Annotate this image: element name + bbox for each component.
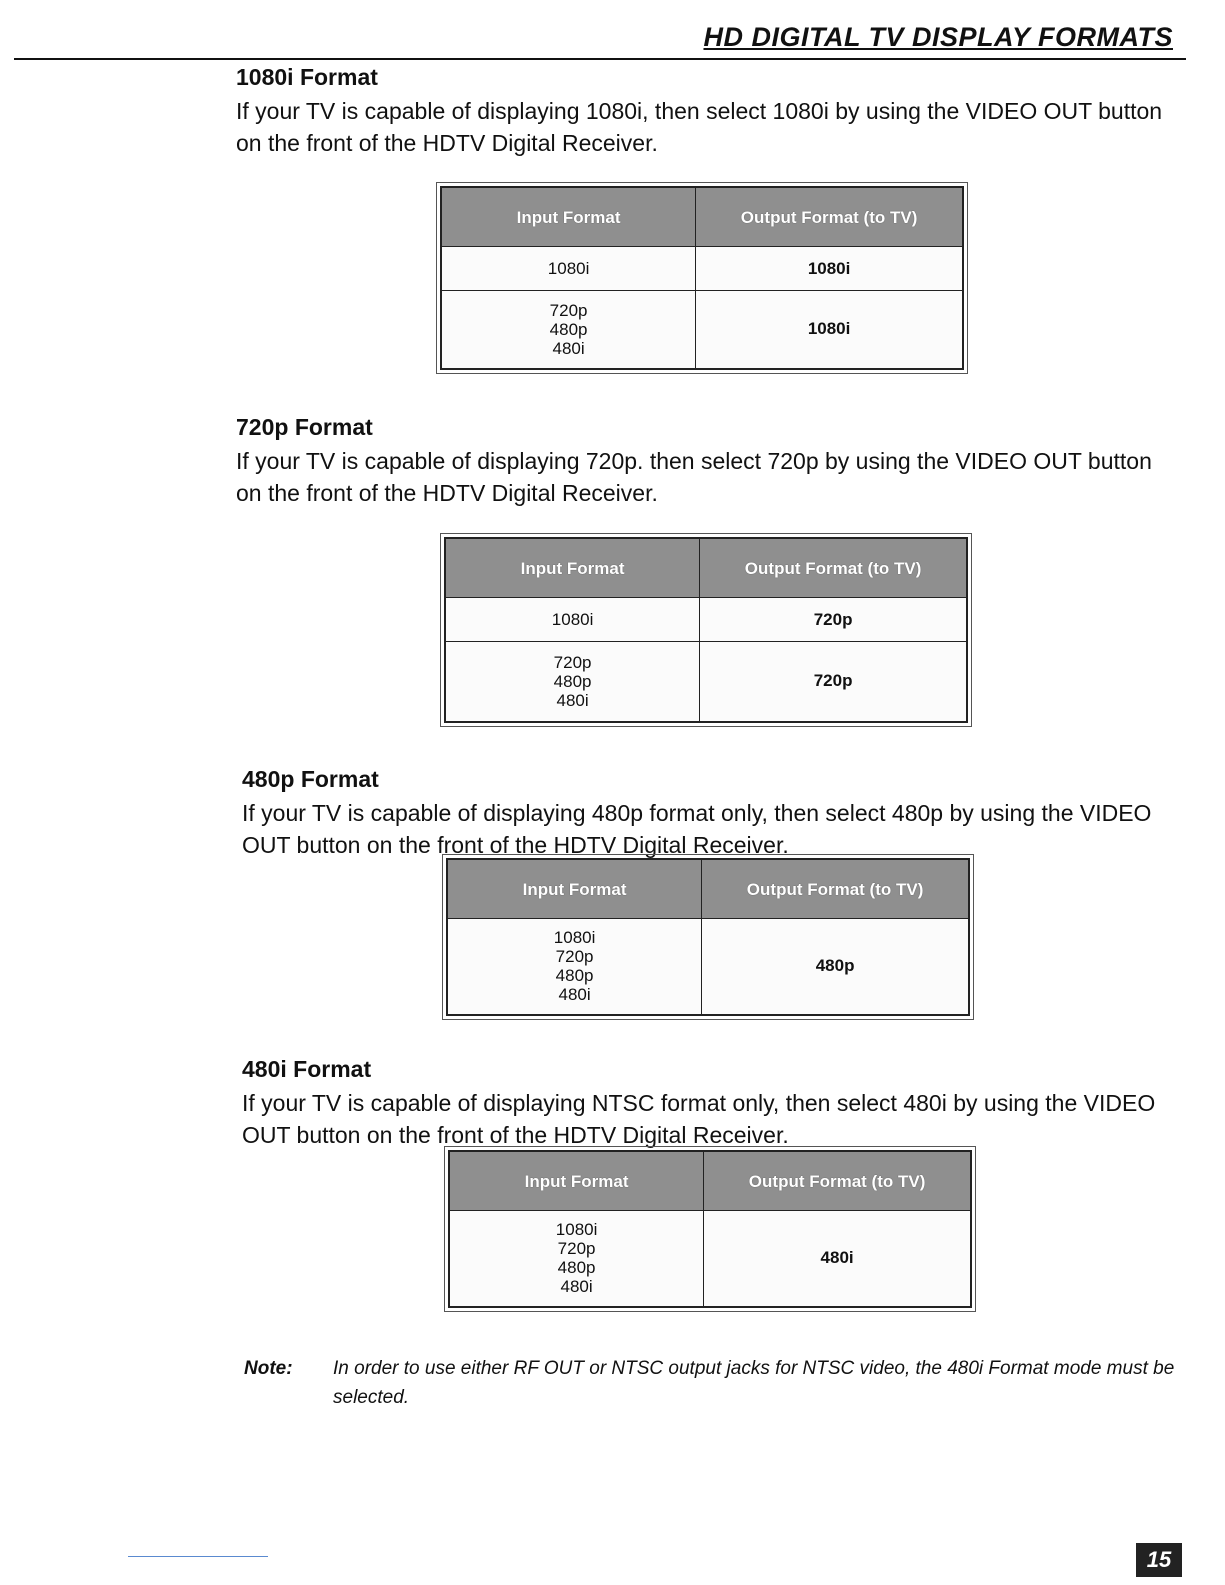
output-cell: 480p (702, 919, 969, 1015)
output-cell: 1080i (696, 291, 963, 369)
input-cell (447, 919, 702, 1015)
section-body: If your TV is capable of displaying NTSC format only, then select 480i by using the VIDEO OUT button on the front of the HDTV Digital Receiver. (242, 1090, 1156, 1148)
section-title: 480p Format (242, 766, 379, 792)
input-value: 720p (549, 300, 588, 320)
table-row (441, 247, 963, 291)
input-value: 480p (555, 966, 594, 986)
table-header-row (441, 187, 963, 247)
section-title: 480i Format (242, 1056, 372, 1082)
output-format-header: Output Format (to TV) (700, 538, 967, 598)
input-value: 1080i (551, 610, 594, 629)
section-480p (242, 766, 1192, 861)
input-cell (441, 291, 696, 369)
input-value: 480p (553, 671, 592, 691)
section-720p (236, 414, 1186, 509)
input-value: 480p (557, 1258, 596, 1278)
footer-rule (128, 1556, 268, 1557)
input-cell (441, 247, 696, 291)
output-cell: 1080i (696, 247, 963, 291)
input-value: 1080i (553, 928, 596, 948)
input-value: 480p (549, 319, 588, 339)
section-body: If your TV is capable of displaying 1080i, then select 1080i by using the VIDEO OUT button on the front of the HDTV Digital Receiver. (236, 98, 1163, 156)
output-cell: 720p (700, 642, 967, 722)
format-table-480p (446, 858, 970, 1016)
input-value: 720p (553, 652, 592, 672)
output-format-header: Output Format (to TV) (696, 187, 963, 247)
table-header-row (445, 538, 967, 598)
input-value: 720p (557, 1239, 596, 1259)
table-row (441, 291, 963, 369)
input-value: 480i (552, 338, 585, 358)
table-header-row (447, 859, 969, 919)
format-table-720p (444, 537, 968, 723)
section-body: If your TV is capable of displaying 480p format only, then select 480p by using the VIDEO OUT button on the front of the HDTV Digital Receiver. (242, 800, 1152, 858)
input-format-header: Input Format (447, 859, 702, 919)
input-value: 480i (556, 690, 589, 710)
input-value: 1080i (547, 259, 590, 278)
format-table-1080i (440, 186, 964, 370)
input-format-header: Input Format (441, 187, 696, 247)
section-title: 1080i Format (236, 64, 378, 90)
table-header-row (449, 1151, 971, 1211)
section-body: If your TV is capable of displaying 720p. then select 720p by using the VIDEO OUT button on the front of the HDTV Digital Receiver. (236, 448, 1152, 506)
page-number: 15 (1136, 1543, 1182, 1577)
input-value: 1080i (555, 1220, 598, 1240)
note-text: In order to use either RF OUT or NTSC output jacks for NTSC video, the 480i Format mode must be selected. (333, 1358, 1175, 1408)
output-cell: 720p (700, 598, 967, 642)
output-format-header: Output Format (to TV) (704, 1151, 971, 1211)
note-label: Note: (244, 1358, 293, 1379)
input-cell (445, 642, 700, 722)
header-divider (14, 58, 1186, 60)
section-480i (242, 1056, 1192, 1151)
table-row (449, 1211, 971, 1307)
table-row (445, 598, 967, 642)
section-title: 720p Format (236, 414, 373, 440)
output-format-header: Output Format (to TV) (702, 859, 969, 919)
input-format-header: Input Format (445, 538, 700, 598)
input-value: 720p (555, 947, 594, 967)
table-row (445, 642, 967, 722)
input-value: 480i (560, 1277, 593, 1297)
table-row (447, 919, 969, 1015)
input-value: 480i (558, 985, 591, 1005)
format-table-480i (448, 1150, 972, 1308)
section-1080i (236, 64, 1186, 159)
input-cell (445, 598, 700, 642)
input-cell (449, 1211, 704, 1307)
page-header-title: HD DIGITAL TV DISPLAY FORMATS (703, 22, 1173, 52)
input-format-header: Input Format (449, 1151, 704, 1211)
output-cell: 480i (704, 1211, 971, 1307)
